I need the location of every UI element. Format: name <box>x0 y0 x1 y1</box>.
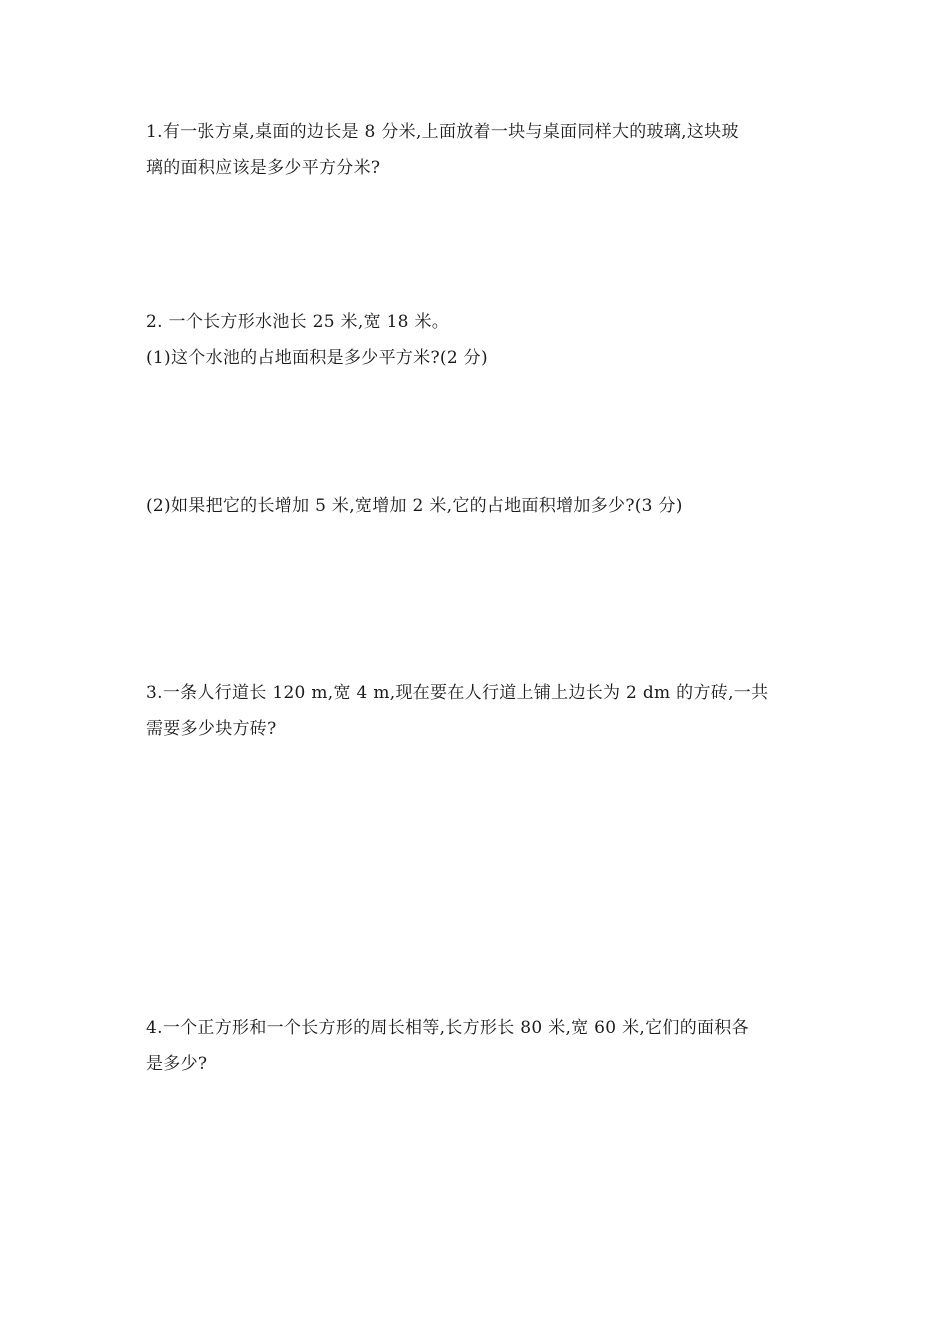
question-4-line-1: 4.一个正方形和一个长方形的周长相等,长方形长 80 米,宽 60 米,它们的面积各 <box>146 1018 749 1038</box>
question-4-line-2: 是多少? <box>146 1054 208 1074</box>
question-1-line-1: 1.有一张方桌,桌面的边长是 8 分米,上面放着一块与桌面同样大的玻璃,这块玻 <box>146 122 739 142</box>
question-2-part-2: (2)如果把它的长增加 5 米,宽增加 2 米,它的占地面积增加多少?(3 分) <box>146 496 683 516</box>
question-2-stem: 2. 一个长方形水池长 25 米,宽 18 米。 <box>146 312 450 332</box>
question-2-part-1: (1)这个水池的占地面积是多少平方米?(2 分) <box>146 348 488 368</box>
question-3-line-1: 3.一条人行道长 120 m,宽 4 m,现在要在人行道上铺上边长为 2 dm 的方砖,一共 <box>146 683 769 703</box>
question-3-line-2: 需要多少块方砖? <box>146 719 277 739</box>
question-1-line-2: 璃的面积应该是多少平方分米? <box>146 158 381 178</box>
